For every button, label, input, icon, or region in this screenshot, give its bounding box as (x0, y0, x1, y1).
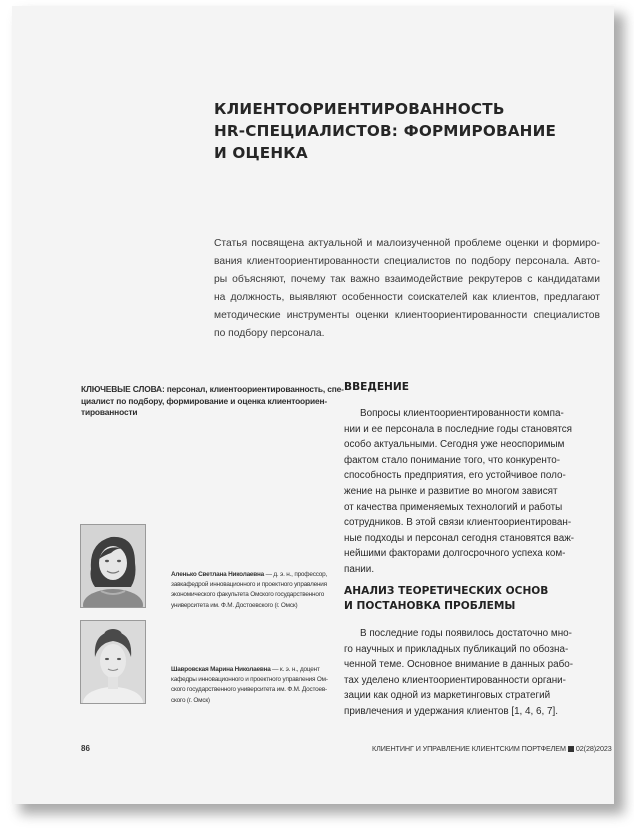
author-bio-line: ского государственного университета им. Ф.М. Достоев- (171, 686, 327, 694)
abstract-line: методические инструменты оценки клиентоориентированности специалистов (214, 310, 600, 321)
body-line: способность предприятия, его устойчивое поло- (344, 470, 566, 482)
abstract-line: на должность, выявляют особенности соискателей как клиентов, предлагают (214, 292, 600, 303)
article-title (214, 98, 557, 164)
author-name: Шавровская Марина Николаевна (171, 666, 271, 673)
keywords (81, 384, 344, 419)
section-heading (344, 380, 604, 395)
heading-line: ВВЕДЕНИЕ (344, 381, 410, 393)
body-line: зации как одной из маркетинговых стратегий (344, 690, 551, 702)
title-line: HR-СПЕЦИАЛИСТОВ: ФОРМИРОВАНИЕ (214, 122, 557, 140)
body-line: тах уделено клиентоориентированности органи- (344, 674, 566, 686)
author-bio-line: ского (г. Омск) (171, 696, 210, 704)
author-bio-line: экономического факультета Омского государственного (171, 591, 325, 599)
abstract-line: вания клиентоориентированности специалистов по подбору персонала. Авто- (214, 256, 600, 267)
body-line: го научных и прикладных публикаций по обозна- (344, 643, 569, 655)
body-line: жение на рынке и развитие во многом зависят (344, 485, 558, 497)
author-photo (80, 620, 146, 704)
keywords-line: тированности (81, 407, 138, 418)
body-line: ченной теме. Основное внимание в данных рабо- (344, 659, 574, 671)
journal-name: КЛИЕНТИНГ И УПРАВЛЕНИЕ КЛИЕНТСКИМ ПОРТФЕЛЕМ (372, 744, 566, 753)
abstract-line: по подбору персонала. (214, 328, 325, 339)
article-abstract (214, 235, 600, 343)
section-body (344, 626, 590, 720)
body-line: Вопросы клиентоориентированности компа- (360, 408, 564, 419)
body-line: нейшими факторами долгосрочного успеха ком- (344, 548, 566, 560)
body-line: В последние годы появилось достаточно мно- (360, 628, 572, 639)
author-bio-line: — д. э. н., профессор, (264, 571, 328, 578)
author-bio-line: кафедры инновационного и проектного управления Ом- (171, 676, 328, 684)
author-bio (171, 665, 336, 706)
section-body (344, 406, 590, 578)
body-line: ные подходы и персонал сегодня становятся важ- (344, 532, 575, 544)
abstract-line: Статья посвящена актуальной и малоизученной проблеме оценки и формиро- (214, 238, 600, 249)
page-number: 86 (81, 744, 90, 753)
body-line: пании. (344, 563, 375, 575)
author-bio-line: — к. э. н., доцент (270, 666, 320, 673)
author-bio-line: университета им. Ф.М. Достоевского (г. Омск) (171, 601, 298, 609)
running-footer (372, 744, 612, 753)
keywords-line: циалист по подбору, формирование и оценка клиентоориен- (81, 395, 328, 406)
author-photo (80, 524, 146, 608)
author-bio-line: завкафедрой инновационного и проектного управления (171, 581, 327, 589)
author-bio (171, 570, 336, 611)
abstract-line: ры объясняют, почему так важно взаимодействие рекрутеров с кандидатами (214, 274, 600, 285)
title-line: И ОЦЕНКА (214, 144, 308, 162)
body-line: от качества применяемых технологий и работы (344, 501, 563, 513)
heading-line: АНАЛИЗ ТЕОРЕТИЧЕСКИХ ОСНОВ (344, 585, 549, 597)
issue-number: 02(28)2023 (575, 744, 612, 753)
heading-line: И ПОСТАНОВКА ПРОБЛЕМЫ (344, 599, 516, 612)
body-line: фактом стало понимание того, что конкуренто- (344, 454, 561, 466)
body-line: нии и ее персонала в последние годы становятся (344, 423, 573, 435)
title-line: КЛИЕНТООРИЕНТИРОВАННОСТЬ (214, 100, 505, 118)
body-line: особо актуальными. Сегодня уже неоспоримым (344, 439, 565, 451)
square-bullet-icon (568, 746, 574, 752)
body-line: привлечения и удержания клиентов [1, 4, 6, 7]. (344, 705, 558, 717)
keywords-line: КЛЮЧЕВЫЕ СЛОВА: персонал, клиентоориентированность, спе- (81, 384, 344, 394)
body-line: сотрудников. В этой связи клиентоориентирован- (344, 517, 572, 529)
section-heading (344, 584, 604, 613)
author-name: Аленько Светлана Николаевна (171, 571, 265, 578)
